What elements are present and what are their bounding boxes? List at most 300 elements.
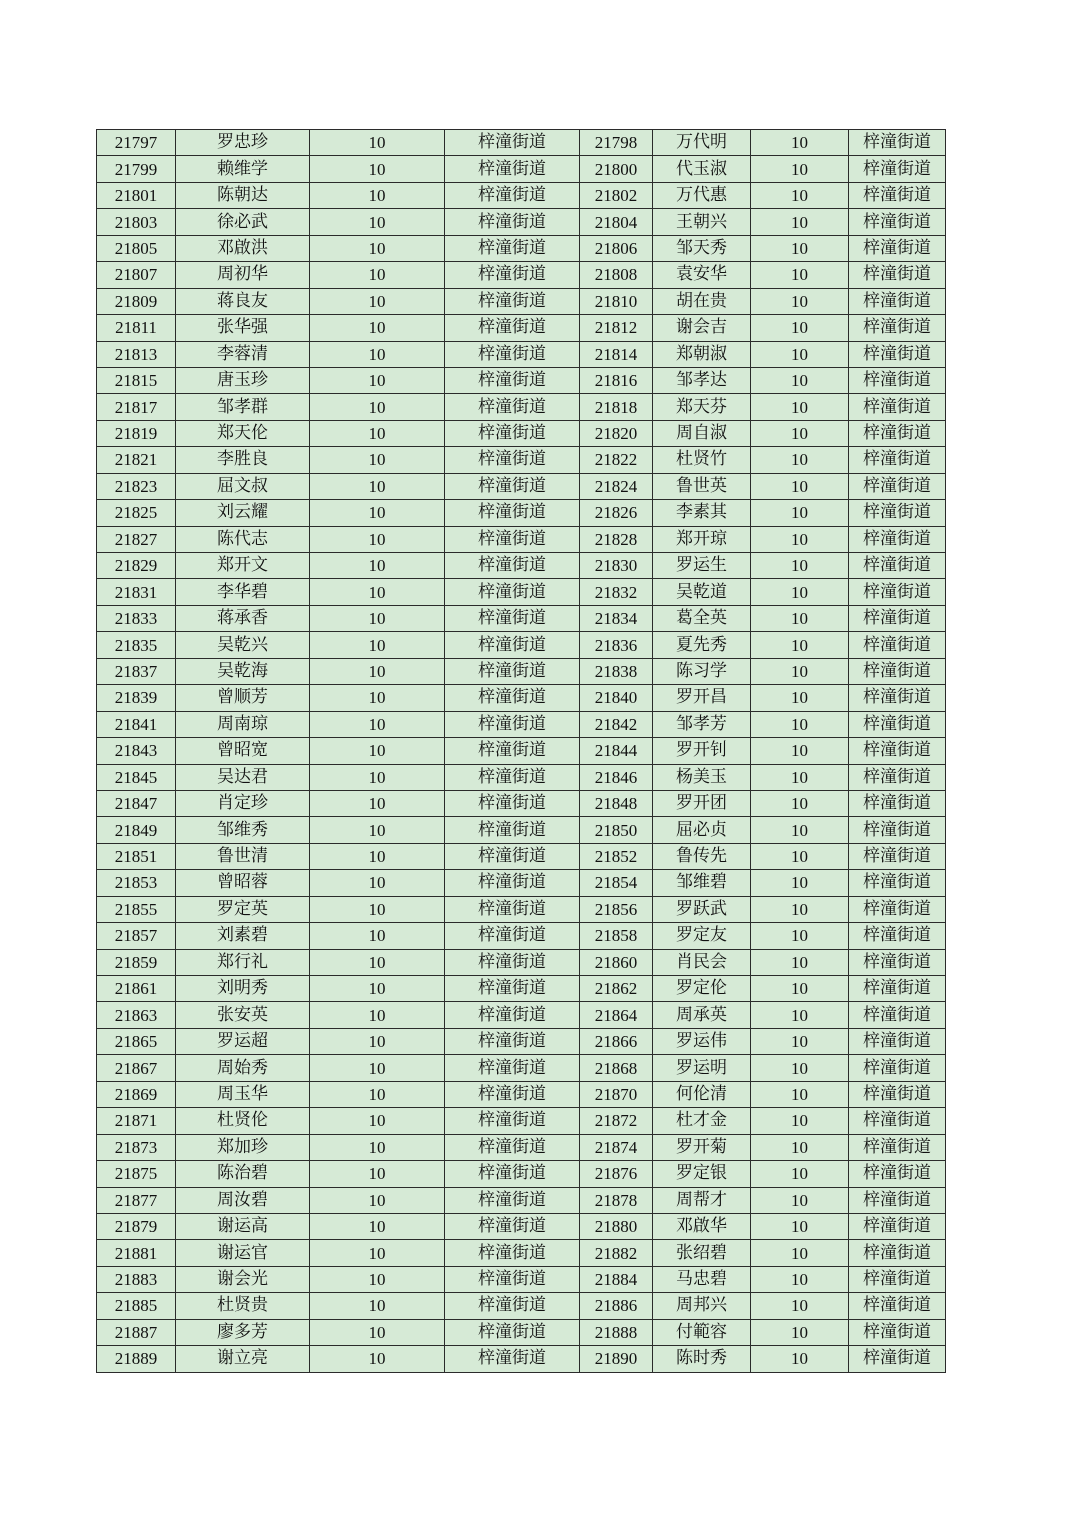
- serial-number-cell: 21830: [580, 553, 653, 579]
- amount-cell: 10: [751, 1161, 849, 1187]
- street-cell: 梓潼街道: [849, 817, 946, 843]
- street-cell: 梓潼街道: [445, 394, 580, 420]
- amount-cell: 10: [310, 1266, 445, 1292]
- street-cell: 梓潼街道: [445, 843, 580, 869]
- serial-number-cell: 21811: [97, 315, 176, 341]
- name-cell: 袁安华: [653, 262, 751, 288]
- amount-cell: 10: [310, 447, 445, 473]
- table-row: [97, 738, 946, 764]
- amount-cell: 10: [310, 923, 445, 949]
- street-cell: 梓潼街道: [849, 526, 946, 552]
- street-cell: 梓潼街道: [445, 711, 580, 737]
- amount-cell: 10: [310, 500, 445, 526]
- name-cell: 周承英: [653, 1002, 751, 1028]
- serial-number-cell: 21858: [580, 923, 653, 949]
- street-cell: 梓潼街道: [849, 262, 946, 288]
- table-row: [97, 1002, 946, 1028]
- name-cell: 周玉华: [176, 1081, 310, 1107]
- street-cell: 梓潼街道: [445, 817, 580, 843]
- amount-cell: 10: [751, 341, 849, 367]
- name-cell: 何伦清: [653, 1081, 751, 1107]
- name-cell: 郑朝淑: [653, 341, 751, 367]
- amount-cell: 10: [310, 738, 445, 764]
- street-cell: 梓潼街道: [849, 685, 946, 711]
- amount-cell: 10: [310, 843, 445, 869]
- street-cell: 梓潼街道: [849, 1187, 946, 1213]
- serial-number-cell: 21882: [580, 1240, 653, 1266]
- name-cell: 罗定友: [653, 923, 751, 949]
- table-row: [97, 447, 946, 473]
- amount-cell: 10: [751, 315, 849, 341]
- street-cell: 梓潼街道: [445, 1002, 580, 1028]
- serial-number-cell: 21859: [97, 949, 176, 975]
- serial-number-cell: 21807: [97, 262, 176, 288]
- name-cell: 谢会吉: [653, 315, 751, 341]
- street-cell: 梓潼街道: [849, 1346, 946, 1372]
- street-cell: 梓潼街道: [445, 1161, 580, 1187]
- amount-cell: 10: [310, 394, 445, 420]
- table-row: [97, 1266, 946, 1292]
- amount-cell: 10: [310, 553, 445, 579]
- name-cell: 罗忠珍: [176, 130, 310, 156]
- serial-number-cell: 21849: [97, 817, 176, 843]
- street-cell: 梓潼街道: [849, 500, 946, 526]
- serial-number-cell: 21832: [580, 579, 653, 605]
- table-row: [97, 1161, 946, 1187]
- street-cell: 梓潼街道: [849, 1081, 946, 1107]
- street-cell: 梓潼街道: [445, 367, 580, 393]
- serial-number-cell: 21846: [580, 764, 653, 790]
- amount-cell: 10: [751, 1187, 849, 1213]
- serial-number-cell: 21818: [580, 394, 653, 420]
- serial-number-cell: 21822: [580, 447, 653, 473]
- serial-number-cell: 21805: [97, 235, 176, 261]
- name-cell: 刘明秀: [176, 976, 310, 1002]
- street-cell: 梓潼街道: [445, 315, 580, 341]
- street-cell: 梓潼街道: [445, 1266, 580, 1292]
- street-cell: 梓潼街道: [445, 1213, 580, 1239]
- street-cell: 梓潼街道: [849, 1266, 946, 1292]
- table-row: [97, 685, 946, 711]
- serial-number-cell: 21862: [580, 976, 653, 1002]
- serial-number-cell: 21855: [97, 896, 176, 922]
- amount-cell: 10: [751, 632, 849, 658]
- amount-cell: 10: [751, 1319, 849, 1345]
- name-cell: 郑加珍: [176, 1134, 310, 1160]
- name-cell: 李素其: [653, 500, 751, 526]
- serial-number-cell: 21877: [97, 1187, 176, 1213]
- serial-number-cell: 21815: [97, 367, 176, 393]
- name-cell: 郑行礼: [176, 949, 310, 975]
- street-cell: 梓潼街道: [849, 447, 946, 473]
- serial-number-cell: 21817: [97, 394, 176, 420]
- amount-cell: 10: [751, 526, 849, 552]
- serial-number-cell: 21819: [97, 420, 176, 446]
- table-row: [97, 367, 946, 393]
- amount-cell: 10: [310, 790, 445, 816]
- name-cell: 张华强: [176, 315, 310, 341]
- street-cell: 梓潼街道: [445, 923, 580, 949]
- serial-number-cell: 21851: [97, 843, 176, 869]
- serial-number-cell: 21844: [580, 738, 653, 764]
- amount-cell: 10: [310, 817, 445, 843]
- name-cell: 万代明: [653, 130, 751, 156]
- amount-cell: 10: [751, 579, 849, 605]
- serial-number-cell: 21810: [580, 288, 653, 314]
- serial-number-cell: 21808: [580, 262, 653, 288]
- table-row: [97, 288, 946, 314]
- name-cell: 李蓉清: [176, 341, 310, 367]
- street-cell: 梓潼街道: [445, 790, 580, 816]
- street-cell: 梓潼街道: [445, 1293, 580, 1319]
- table-row: [97, 341, 946, 367]
- table-row: [97, 976, 946, 1002]
- amount-cell: 10: [310, 526, 445, 552]
- name-cell: 罗运生: [653, 553, 751, 579]
- street-cell: 梓潼街道: [849, 923, 946, 949]
- serial-number-cell: 21803: [97, 209, 176, 235]
- amount-cell: 10: [310, 870, 445, 896]
- serial-number-cell: 21835: [97, 632, 176, 658]
- amount-cell: 10: [751, 1002, 849, 1028]
- table-row: [97, 526, 946, 552]
- amount-cell: 10: [310, 605, 445, 631]
- serial-number-cell: 21881: [97, 1240, 176, 1266]
- serial-number-cell: 21880: [580, 1213, 653, 1239]
- amount-cell: 10: [310, 1002, 445, 1028]
- amount-cell: 10: [751, 896, 849, 922]
- amount-cell: 10: [310, 949, 445, 975]
- serial-number-cell: 21878: [580, 1187, 653, 1213]
- street-cell: 梓潼街道: [445, 288, 580, 314]
- street-cell: 梓潼街道: [849, 764, 946, 790]
- amount-cell: 10: [751, 1346, 849, 1372]
- serial-number-cell: 21825: [97, 500, 176, 526]
- street-cell: 梓潼街道: [445, 420, 580, 446]
- amount-cell: 10: [751, 949, 849, 975]
- street-cell: 梓潼街道: [445, 1108, 580, 1134]
- street-cell: 梓潼街道: [445, 764, 580, 790]
- amount-cell: 10: [751, 764, 849, 790]
- amount-cell: 10: [751, 553, 849, 579]
- amount-cell: 10: [751, 500, 849, 526]
- serial-number-cell: 21865: [97, 1028, 176, 1054]
- serial-number-cell: 21870: [580, 1081, 653, 1107]
- serial-number-cell: 21874: [580, 1134, 653, 1160]
- serial-number-cell: 21806: [580, 235, 653, 261]
- name-cell: 郑开琼: [653, 526, 751, 552]
- street-cell: 梓潼街道: [445, 1240, 580, 1266]
- amount-cell: 10: [751, 843, 849, 869]
- name-cell: 罗跃武: [653, 896, 751, 922]
- serial-number-cell: 21861: [97, 976, 176, 1002]
- serial-number-cell: 21842: [580, 711, 653, 737]
- name-cell: 蒋良友: [176, 288, 310, 314]
- name-cell: 鲁世英: [653, 473, 751, 499]
- street-cell: 梓潼街道: [445, 235, 580, 261]
- street-cell: 梓潼街道: [849, 394, 946, 420]
- street-cell: 梓潼街道: [849, 130, 946, 156]
- amount-cell: 10: [751, 738, 849, 764]
- street-cell: 梓潼街道: [849, 1213, 946, 1239]
- amount-cell: 10: [751, 235, 849, 261]
- street-cell: 梓潼街道: [445, 976, 580, 1002]
- serial-number-cell: 21886: [580, 1293, 653, 1319]
- name-cell: 曾昭宽: [176, 738, 310, 764]
- table-row: [97, 1319, 946, 1345]
- amount-cell: 10: [751, 1134, 849, 1160]
- name-cell: 赖维学: [176, 156, 310, 182]
- street-cell: 梓潼街道: [849, 1108, 946, 1134]
- table-row: [97, 658, 946, 684]
- amount-cell: 10: [751, 1240, 849, 1266]
- name-cell: 吴乾海: [176, 658, 310, 684]
- name-cell: 马忠碧: [653, 1266, 751, 1292]
- street-cell: 梓潼街道: [849, 579, 946, 605]
- street-cell: 梓潼街道: [849, 156, 946, 182]
- name-cell: 杜贤贵: [176, 1293, 310, 1319]
- street-cell: 梓潼街道: [849, 341, 946, 367]
- serial-number-cell: 21887: [97, 1319, 176, 1345]
- street-cell: 梓潼街道: [849, 473, 946, 499]
- table-row: [97, 394, 946, 420]
- table-row: [97, 209, 946, 235]
- serial-number-cell: 21843: [97, 738, 176, 764]
- table-row: [97, 235, 946, 261]
- name-cell: 郑开文: [176, 553, 310, 579]
- street-cell: 梓潼街道: [849, 209, 946, 235]
- serial-number-cell: 21876: [580, 1161, 653, 1187]
- street-cell: 梓潼街道: [849, 870, 946, 896]
- serial-number-cell: 21847: [97, 790, 176, 816]
- serial-number-cell: 21833: [97, 605, 176, 631]
- amount-cell: 10: [310, 262, 445, 288]
- table-row: [97, 764, 946, 790]
- serial-number-cell: 21868: [580, 1055, 653, 1081]
- street-cell: 梓潼街道: [849, 553, 946, 579]
- amount-cell: 10: [310, 130, 445, 156]
- serial-number-cell: 21875: [97, 1161, 176, 1187]
- serial-number-cell: 21854: [580, 870, 653, 896]
- serial-number-cell: 21860: [580, 949, 653, 975]
- street-cell: 梓潼街道: [445, 156, 580, 182]
- name-cell: 周帮才: [653, 1187, 751, 1213]
- name-cell: 罗定英: [176, 896, 310, 922]
- name-cell: 罗开钊: [653, 738, 751, 764]
- name-cell: 李华碧: [176, 579, 310, 605]
- street-cell: 梓潼街道: [849, 1002, 946, 1028]
- name-cell: 曾昭蓉: [176, 870, 310, 896]
- amount-cell: 10: [310, 288, 445, 314]
- serial-number-cell: 21834: [580, 605, 653, 631]
- amount-cell: 10: [751, 262, 849, 288]
- street-cell: 梓潼街道: [445, 553, 580, 579]
- street-cell: 梓潼街道: [849, 1319, 946, 1345]
- amount-cell: 10: [751, 685, 849, 711]
- street-cell: 梓潼街道: [849, 420, 946, 446]
- street-cell: 梓潼街道: [445, 870, 580, 896]
- serial-number-cell: 21813: [97, 341, 176, 367]
- table-row: [97, 949, 946, 975]
- table-row: [97, 262, 946, 288]
- table-row: [97, 1055, 946, 1081]
- name-cell: 陈习学: [653, 658, 751, 684]
- amount-cell: 10: [751, 1108, 849, 1134]
- name-cell: 邹孝达: [653, 367, 751, 393]
- amount-cell: 10: [310, 341, 445, 367]
- serial-number-cell: 21839: [97, 685, 176, 711]
- street-cell: 梓潼街道: [849, 1134, 946, 1160]
- name-cell: 徐必武: [176, 209, 310, 235]
- amount-cell: 10: [310, 1319, 445, 1345]
- serial-number-cell: 21867: [97, 1055, 176, 1081]
- name-cell: 邓啟洪: [176, 235, 310, 261]
- street-cell: 梓潼街道: [445, 685, 580, 711]
- serial-number-cell: 21853: [97, 870, 176, 896]
- serial-number-cell: 21871: [97, 1108, 176, 1134]
- serial-number-cell: 21852: [580, 843, 653, 869]
- table-row: [97, 1293, 946, 1319]
- amount-cell: 10: [751, 367, 849, 393]
- name-cell: 肖定珍: [176, 790, 310, 816]
- name-cell: 罗运伟: [653, 1028, 751, 1054]
- table-row: [97, 817, 946, 843]
- amount-cell: 10: [310, 1081, 445, 1107]
- name-cell: 付範容: [653, 1319, 751, 1345]
- street-cell: 梓潼街道: [445, 182, 580, 208]
- name-cell: 罗开菊: [653, 1134, 751, 1160]
- name-cell: 罗开团: [653, 790, 751, 816]
- amount-cell: 10: [310, 1346, 445, 1372]
- street-cell: 梓潼街道: [849, 182, 946, 208]
- amount-cell: 10: [310, 711, 445, 737]
- table-row: [97, 1028, 946, 1054]
- name-cell: 郑天芬: [653, 394, 751, 420]
- table-row: [97, 473, 946, 499]
- amount-cell: 10: [751, 1293, 849, 1319]
- street-cell: 梓潼街道: [445, 738, 580, 764]
- amount-cell: 10: [310, 976, 445, 1002]
- name-cell: 张安英: [176, 1002, 310, 1028]
- name-cell: 谢运官: [176, 1240, 310, 1266]
- table-row: [97, 632, 946, 658]
- name-cell: 罗开昌: [653, 685, 751, 711]
- amount-cell: 10: [751, 790, 849, 816]
- street-cell: 梓潼街道: [445, 605, 580, 631]
- table-row: [97, 605, 946, 631]
- amount-cell: 10: [751, 1055, 849, 1081]
- serial-number-cell: 21827: [97, 526, 176, 552]
- serial-number-cell: 21829: [97, 553, 176, 579]
- street-cell: 梓潼街道: [445, 500, 580, 526]
- amount-cell: 10: [310, 1240, 445, 1266]
- name-cell: 郑天伦: [176, 420, 310, 446]
- table-row: [97, 843, 946, 869]
- table-row: [97, 315, 946, 341]
- street-cell: 梓潼街道: [445, 1187, 580, 1213]
- name-cell: 廖多芳: [176, 1319, 310, 1345]
- name-cell: 万代惠: [653, 182, 751, 208]
- name-cell: 代玉淑: [653, 156, 751, 182]
- amount-cell: 10: [751, 976, 849, 1002]
- street-cell: 梓潼街道: [445, 658, 580, 684]
- name-cell: 周始秀: [176, 1055, 310, 1081]
- amount-cell: 10: [310, 632, 445, 658]
- serial-number-cell: 21814: [580, 341, 653, 367]
- table-row: [97, 711, 946, 737]
- amount-cell: 10: [310, 1134, 445, 1160]
- name-cell: 谢运高: [176, 1213, 310, 1239]
- amount-cell: 10: [751, 182, 849, 208]
- street-cell: 梓潼街道: [445, 632, 580, 658]
- name-cell: 周南琼: [176, 711, 310, 737]
- name-cell: 杜贤竹: [653, 447, 751, 473]
- name-cell: 肖民会: [653, 949, 751, 975]
- amount-cell: 10: [751, 1081, 849, 1107]
- name-cell: 周邦兴: [653, 1293, 751, 1319]
- amount-cell: 10: [751, 420, 849, 446]
- serial-number-cell: 21798: [580, 130, 653, 156]
- name-cell: 谢立亮: [176, 1346, 310, 1372]
- serial-number-cell: 21884: [580, 1266, 653, 1292]
- amount-cell: 10: [310, 182, 445, 208]
- table-row: [97, 500, 946, 526]
- street-cell: 梓潼街道: [849, 976, 946, 1002]
- name-cell: 吴乾兴: [176, 632, 310, 658]
- name-cell: 胡在贵: [653, 288, 751, 314]
- serial-number-cell: 21820: [580, 420, 653, 446]
- serial-number-cell: 21889: [97, 1346, 176, 1372]
- amount-cell: 10: [310, 1028, 445, 1054]
- serial-number-cell: 21823: [97, 473, 176, 499]
- record-table: [96, 129, 946, 1373]
- serial-number-cell: 21836: [580, 632, 653, 658]
- amount-cell: 10: [751, 1266, 849, 1292]
- street-cell: 梓潼街道: [849, 605, 946, 631]
- serial-number-cell: 21869: [97, 1081, 176, 1107]
- name-cell: 陈代志: [176, 526, 310, 552]
- table-row: [97, 923, 946, 949]
- amount-cell: 10: [310, 1213, 445, 1239]
- table-row: [97, 1081, 946, 1107]
- amount-cell: 10: [310, 1293, 445, 1319]
- amount-cell: 10: [751, 1213, 849, 1239]
- serial-number-cell: 21837: [97, 658, 176, 684]
- name-cell: 邹孝芳: [653, 711, 751, 737]
- serial-number-cell: 21840: [580, 685, 653, 711]
- serial-number-cell: 21809: [97, 288, 176, 314]
- amount-cell: 10: [751, 711, 849, 737]
- name-cell: 蒋承香: [176, 605, 310, 631]
- table-row: [97, 130, 946, 156]
- amount-cell: 10: [310, 579, 445, 605]
- name-cell: 鲁世清: [176, 843, 310, 869]
- street-cell: 梓潼街道: [445, 1055, 580, 1081]
- table-row: [97, 182, 946, 208]
- amount-cell: 10: [310, 1161, 445, 1187]
- table-row: [97, 579, 946, 605]
- serial-number-cell: 21831: [97, 579, 176, 605]
- amount-cell: 10: [310, 315, 445, 341]
- name-cell: 吴达君: [176, 764, 310, 790]
- amount-cell: 10: [751, 156, 849, 182]
- street-cell: 梓潼街道: [849, 711, 946, 737]
- street-cell: 梓潼街道: [445, 447, 580, 473]
- table-row: [97, 1187, 946, 1213]
- name-cell: 罗运明: [653, 1055, 751, 1081]
- name-cell: 刘素碧: [176, 923, 310, 949]
- name-cell: 罗定银: [653, 1161, 751, 1187]
